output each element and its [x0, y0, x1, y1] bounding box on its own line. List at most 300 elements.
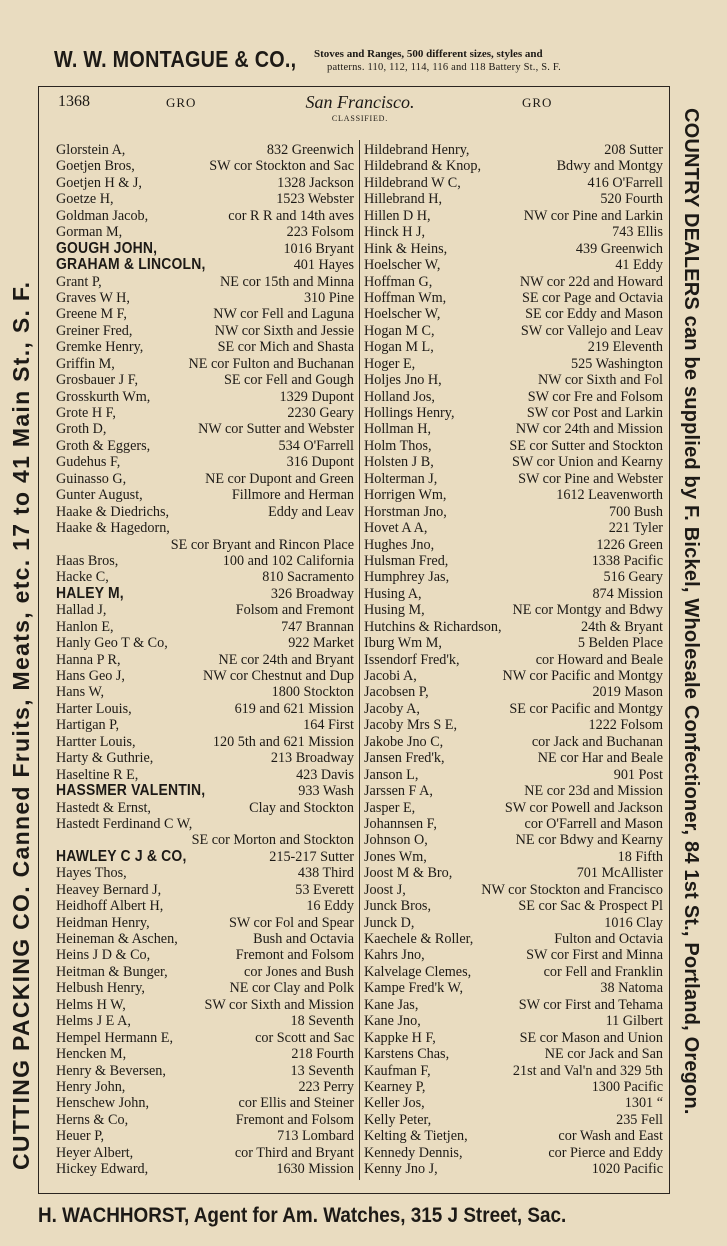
entry-name: Grote H F, — [56, 405, 116, 421]
directory-entry — [364, 1046, 663, 1062]
directory-entry — [364, 1063, 663, 1079]
directory-entry — [56, 257, 354, 273]
directory-entry — [364, 668, 663, 684]
directory-entry — [56, 421, 354, 437]
entry-address: SE cor Page and Octavia — [521, 289, 663, 306]
directory-entry — [364, 1128, 663, 1144]
entry-name: Kenny Jno J, — [364, 1161, 438, 1178]
entry-address: Fremont and Folsom — [235, 1111, 354, 1128]
entry-address: 120 5th and 621 Mission — [212, 733, 354, 750]
directory-entry — [56, 1046, 354, 1062]
entry-name: Henry John, — [56, 1078, 126, 1095]
directory-entry — [364, 586, 663, 602]
entry-address: NE cor Bdwy and Kearny — [515, 832, 663, 849]
entry-address: NW cor Sixth and Fol — [537, 372, 663, 389]
directory-entry — [364, 405, 663, 421]
entry-address: 534 O'Farrell — [278, 437, 354, 454]
entry-address: 1329 Dupont — [279, 388, 354, 405]
directory-entry — [56, 684, 354, 700]
entry-address: NW cor Pacific and Montgy — [502, 668, 663, 684]
entry-name: Kelly Peter, — [364, 1111, 432, 1128]
directory-entry — [364, 898, 663, 914]
entry-address: 1800 Stockton — [271, 684, 354, 701]
entry-name: Hoger E, — [364, 355, 416, 372]
directory-entry — [364, 224, 663, 240]
directory-entry — [56, 816, 354, 832]
directory-entry — [364, 849, 663, 865]
entry-address: SE cor Morton and Stockton — [191, 832, 354, 849]
entry-address: NE cor 15th and Minna — [220, 273, 354, 290]
entry-address: NE cor Fulton and Buchanan — [188, 355, 354, 372]
entry-name: Goetjen H & J, — [56, 174, 142, 191]
entry-name: Holland Jos, — [364, 388, 435, 405]
directory-entry — [56, 1079, 354, 1095]
entry-address: 235 Fell — [616, 1111, 663, 1128]
directory-entry — [56, 175, 354, 191]
directory-entry — [364, 389, 663, 405]
entry-address: Fulton and Octavia — [554, 931, 663, 947]
entry-name: Jacoby A, — [364, 700, 420, 717]
entry-address: 1338 Pacific — [591, 552, 663, 569]
entry-address: NE cor Jack and San — [544, 1046, 663, 1063]
directory-entry — [364, 980, 663, 996]
directory-entry — [56, 750, 354, 766]
directory-entry — [56, 602, 354, 618]
entry-address: SE cor Sac & Prospect Pl — [518, 898, 663, 915]
directory-entry — [364, 947, 663, 963]
directory-entry — [364, 1079, 663, 1095]
entry-address: 1300 Pacific — [591, 1078, 663, 1095]
entry-name: Hans W, — [56, 684, 105, 701]
entry-name: Hulsman Fred, — [364, 552, 449, 569]
entry-address: Clay and Stockton — [249, 799, 354, 816]
section-tag-right: GRO — [522, 95, 553, 110]
directory-entry — [56, 142, 354, 158]
directory-entry — [364, 339, 663, 355]
entry-name: Heavey Bernard J, — [56, 881, 162, 898]
directory-entry — [364, 274, 663, 290]
directory-entry — [56, 191, 354, 207]
directory-entry — [56, 882, 354, 898]
directory-entry — [364, 191, 663, 207]
entry-address: 53 Everett — [295, 881, 354, 898]
entry-address: SE cor Eddy and Mason — [525, 306, 663, 323]
entry-name: Gorman M, — [56, 224, 123, 241]
entry-name: Heidhoff Albert H, — [56, 898, 164, 915]
entry-address: 1328 Jackson — [277, 174, 354, 191]
directory-entry — [364, 438, 663, 454]
entry-address: 1020 Pacific — [591, 1161, 663, 1178]
entry-name: Griffin M, — [56, 355, 115, 372]
entry-name: Hollman H, — [364, 421, 431, 438]
directory-entry — [56, 586, 354, 602]
right-margin-advertisement: COUNTRY DEALERS can be supplied by F. Bickel, Wholesale Confectioner, 84 1st St., Portland, Oregon. — [680, 108, 702, 1115]
directory-entry — [56, 537, 354, 553]
directory-entry — [56, 471, 354, 487]
directory-entry — [56, 454, 354, 470]
entry-address: 310 Pine — [303, 289, 354, 306]
entry-address: 2019 Mason — [592, 684, 663, 701]
directory-entry — [364, 865, 663, 881]
top-advertisement-banner — [52, 42, 672, 82]
entry-name: Holterman J, — [364, 470, 438, 487]
entry-name: Hutchins & Richardson, — [364, 618, 502, 635]
directory-entry — [56, 520, 354, 536]
entry-name: Glorstein A, — [56, 142, 126, 158]
directory-entry — [364, 1030, 663, 1046]
entry-name: Hildebrand W C, — [364, 174, 461, 191]
directory-entry — [56, 389, 354, 405]
directory-entry — [56, 372, 354, 388]
entry-address: 223 Folsom — [286, 224, 354, 241]
entry-address: 922 Market — [288, 635, 354, 652]
entry-address: SW cor Fre and Folsom — [527, 388, 663, 405]
entry-address: 423 Davis — [296, 766, 354, 783]
entry-address: 208 Sutter — [604, 142, 663, 158]
bottom-advertisement-banner: H. WACHHORST, Agent for Am. Watches, 315 J Street, Sac. — [38, 1204, 567, 1227]
entry-name: Hacke C, — [56, 569, 109, 586]
entry-address: cor O'Farrell and Mason — [524, 815, 663, 832]
entry-name: Haseltine R E, — [56, 766, 139, 783]
entry-address: cor Pierce and Eddy — [548, 1144, 663, 1161]
directory-entry — [56, 915, 354, 931]
directory-entry — [364, 619, 663, 635]
entry-name: Jasper E, — [364, 799, 416, 816]
entry-name: Helms H W, — [56, 996, 126, 1013]
entry-address: 713 Lombard — [277, 1128, 354, 1145]
entry-address: 5 Belden Place — [577, 635, 663, 652]
directory-entry — [364, 356, 663, 372]
directory-entry — [56, 339, 354, 355]
entry-address: SE cor Pacific and Montgy — [509, 700, 663, 717]
directory-entry — [364, 504, 663, 520]
entry-address: NE cor Har and Beale — [537, 750, 663, 767]
entry-name: Goetze H, — [56, 191, 114, 208]
directory-entry — [56, 734, 354, 750]
directory-entry — [364, 1145, 663, 1161]
entry-address: 326 Broadway — [270, 585, 354, 602]
entry-address: Fremont and Folsom — [235, 947, 354, 964]
directory-entry — [364, 800, 663, 816]
section-tag-left: GRO — [166, 95, 197, 110]
entry-name: HALEY M, — [56, 584, 124, 602]
entry-address: 41 Eddy — [615, 257, 663, 274]
left-directory-column — [56, 142, 354, 1178]
directory-entry — [364, 915, 663, 931]
directory-entry — [56, 553, 354, 569]
entry-address: 747 Brannan — [281, 618, 354, 635]
directory-entry — [364, 684, 663, 700]
directory-entry — [56, 980, 354, 996]
entry-address: 11 Gilbert — [605, 1013, 663, 1030]
directory-entry — [56, 306, 354, 322]
entry-name: Gudehus F, — [56, 454, 121, 471]
directory-entry — [364, 241, 663, 257]
entry-name: Hink & Heins, — [364, 240, 448, 257]
directory-entry — [364, 553, 663, 569]
entry-name: Hanna P R, — [56, 651, 121, 668]
entry-name: Gunter August, — [56, 487, 143, 504]
entry-address: 743 Ellis — [612, 224, 663, 241]
directory-entry — [56, 323, 354, 339]
entry-address: Fillmore and Herman — [231, 487, 354, 504]
entry-address: NW cor 22d and Howard — [519, 273, 663, 290]
entry-address: 700 Bush — [609, 503, 663, 520]
directory-entry — [364, 635, 663, 651]
directory-entry — [56, 224, 354, 240]
entry-name: Joost J, — [364, 881, 406, 898]
entry-address: 810 Sacramento — [262, 569, 354, 586]
entry-name: Johannsen F, — [364, 815, 437, 832]
directory-entry — [56, 1128, 354, 1144]
directory-entry — [364, 931, 663, 947]
directory-entry — [364, 158, 663, 174]
directory-entry — [364, 767, 663, 783]
entry-name: Karstens Chas, — [364, 1046, 450, 1063]
entry-name: Heins J D & Co, — [56, 947, 151, 964]
entry-name: Holjes Jno H, — [364, 372, 442, 389]
entry-name: Jansen Fred'k, — [364, 750, 445, 767]
directory-entry — [56, 569, 354, 585]
entry-name: Heyer Albert, — [56, 1144, 134, 1161]
entry-name: Junck Bros, — [364, 898, 431, 915]
entry-address: NW cor Chestnut and Dup — [202, 668, 354, 684]
entry-name: Humphrey Jas, — [364, 569, 450, 586]
directory-entry — [56, 356, 354, 372]
entry-name: Guinasso G, — [56, 470, 127, 487]
directory-entry — [56, 208, 354, 224]
entry-name: Heuer P, — [56, 1128, 105, 1145]
entry-address: 219 Eleventh — [587, 339, 663, 356]
entry-address: 13 Seventh — [290, 1062, 354, 1079]
entry-address: Bush and Octavia — [253, 931, 354, 947]
entry-name: Hillebrand H, — [364, 191, 443, 208]
directory-entry — [364, 372, 663, 388]
entry-address: SW cor Powell and Jackson — [504, 799, 663, 816]
entry-address: 164 First — [303, 717, 354, 734]
entry-address: Folsom and Fremont — [235, 602, 354, 619]
directory-entry — [56, 158, 354, 174]
entry-name: Hempel Hermann E, — [56, 1029, 174, 1046]
directory-entry — [364, 323, 663, 339]
directory-entry — [364, 652, 663, 668]
entry-name: Holsten J B, — [364, 454, 434, 471]
entry-address: cor Third and Bryant — [234, 1144, 354, 1161]
directory-entry — [364, 997, 663, 1013]
directory-entry — [364, 487, 663, 503]
entry-name: Kearney P, — [364, 1078, 426, 1095]
entry-name: Hanlon E, — [56, 618, 114, 635]
entry-name: Keller Jos, — [364, 1095, 425, 1112]
entry-address: NW cor Fell and Laguna — [213, 306, 354, 323]
entry-address: Bdwy and Montgy — [556, 158, 663, 175]
entry-name: Grant P, — [56, 273, 102, 290]
entry-address: cor R R and 14th aves — [228, 207, 354, 224]
entry-address: cor Scott and Sac — [255, 1029, 354, 1046]
entry-name: Goldman Jacob, — [56, 207, 149, 224]
directory-entry — [364, 1013, 663, 1029]
directory-entry — [364, 1095, 663, 1111]
entry-name: Iburg Wm M, — [364, 635, 442, 652]
entry-address: SW cor Sixth and Mission — [204, 996, 354, 1013]
entry-address: 38 Natoma — [600, 980, 663, 997]
entry-address: Eddy and Leav — [268, 503, 354, 520]
entry-address: 439 Greenwich — [575, 240, 663, 257]
entry-address: 520 Fourth — [600, 191, 663, 208]
entry-name: Jones Wm, — [364, 848, 427, 865]
directory-entry — [364, 257, 663, 273]
entry-name: Kane Jno, — [364, 1013, 421, 1030]
entry-address: NE cor Clay and Polk — [229, 980, 354, 997]
entry-name: Hickey Edward, — [56, 1161, 149, 1178]
entry-name: Heidman Henry, — [56, 914, 150, 931]
entry-name: Haake & Hagedorn, — [56, 520, 170, 537]
entry-address: 18 Seventh — [290, 1013, 354, 1030]
entry-name: Kelting & Tietjen, — [364, 1128, 468, 1145]
directory-entry — [364, 717, 663, 733]
entry-name: Hovet A A, — [364, 520, 428, 537]
directory-entry — [364, 816, 663, 832]
directory-entry — [364, 142, 663, 158]
entry-address: SE cor Sutter and Stockton — [509, 437, 663, 454]
entry-address: 401 Hayes — [293, 257, 354, 274]
page-subtitle: CLASSIFIED. — [331, 114, 389, 123]
directory-entry — [56, 274, 354, 290]
directory-entry — [364, 290, 663, 306]
entry-name: GRAHAM & LINCOLN, — [56, 256, 206, 274]
entry-name: Kennedy Dennis, — [364, 1144, 463, 1161]
entry-address: SW cor Vallejo and Leav — [520, 322, 663, 339]
page-header — [58, 92, 662, 126]
entry-address: 215-217 Sutter — [269, 848, 354, 865]
entry-name: Junck D, — [364, 914, 415, 931]
entry-name: Johnson O, — [364, 832, 428, 849]
entry-name: Jacobsen P, — [364, 684, 429, 701]
entry-address: 1523 Webster — [276, 191, 354, 208]
entry-name: Joost M & Bro, — [364, 865, 453, 882]
entry-address: NE cor Montgy and Bdwy — [512, 602, 663, 619]
entry-name: Jacoby Mrs S E, — [364, 717, 458, 734]
directory-entry — [364, 520, 663, 536]
directory-entry — [56, 290, 354, 306]
entry-name: Hollings Henry, — [364, 405, 455, 421]
entry-address: 701 McAllister — [576, 865, 663, 882]
entry-name: Horrigen Wm, — [364, 487, 447, 504]
montague-ad-line-1: Stoves and Ranges, 500 different sizes, styles and — [314, 48, 543, 60]
directory-entry — [364, 734, 663, 750]
entry-name: Greiner Fred, — [56, 322, 133, 339]
entry-name: Jarssen F A, — [364, 783, 433, 800]
entry-address: 832 Greenwich — [266, 142, 354, 158]
directory-entry — [364, 783, 663, 799]
entry-name: Hildebrand Henry, — [364, 142, 470, 158]
directory-entry — [56, 652, 354, 668]
entry-address: cor Wash and East — [558, 1128, 663, 1145]
entry-address: SW cor Post and Larkin — [526, 405, 663, 421]
entry-name: Kampe Fred'k W, — [364, 980, 464, 997]
directory-entry — [56, 619, 354, 635]
entry-address: 16 Eddy — [306, 898, 354, 915]
entry-address: 1630 Mission — [276, 1161, 354, 1178]
entry-name: Heitman & Bunger, — [56, 963, 168, 980]
entry-name: Graves W H, — [56, 289, 130, 306]
entry-address: NE cor Dupont and Green — [205, 470, 354, 487]
entry-address: SW cor Fol and Spear — [228, 914, 354, 931]
entry-name: Haake & Diedrichs, — [56, 503, 170, 520]
entry-address: NE cor 24th and Bryant — [218, 651, 354, 668]
directory-entry — [364, 1112, 663, 1128]
directory-entry — [56, 668, 354, 684]
directory-entry — [56, 849, 354, 865]
entry-name: Hartigan P, — [56, 717, 120, 734]
entry-address: NW cor 24th and Mission — [515, 421, 663, 438]
entry-address: NW cor Sutter and Webster — [198, 421, 354, 438]
entry-name: Grosskurth Wm, — [56, 388, 151, 405]
directory-entry — [56, 1112, 354, 1128]
entry-address: 438 Third — [297, 865, 354, 882]
directory-entry — [56, 1145, 354, 1161]
directory-entry — [56, 865, 354, 881]
entry-name: Hans Geo J, — [56, 668, 125, 684]
entry-address: 221 Tyler — [608, 520, 663, 537]
entry-address: 874 Mission — [592, 585, 663, 602]
entry-address: 525 Washington — [571, 355, 663, 372]
directory-entry — [364, 964, 663, 980]
entry-address: 1016 Bryant — [283, 240, 354, 257]
entry-address: cor Jones and Bush — [244, 963, 354, 980]
entry-name: Groth D, — [56, 421, 107, 438]
directory-entry — [364, 832, 663, 848]
entry-address: SW cor Union and Kearny — [511, 454, 663, 471]
page-number: 1368 — [58, 93, 90, 110]
entry-name: Hastedt & Ernst, — [56, 799, 151, 816]
directory-entry — [56, 438, 354, 454]
entry-name: Hoffman Wm, — [364, 289, 447, 306]
entry-name: Gremke Henry, — [56, 339, 144, 356]
entry-name: Greene M F, — [56, 306, 127, 323]
directory-entry — [364, 537, 663, 553]
entry-address: 100 and 102 California — [222, 552, 354, 569]
directory-entry — [364, 454, 663, 470]
directory-entry — [364, 701, 663, 717]
entry-name: Kappke H F, — [364, 1029, 436, 1046]
entry-name: Hencken M, — [56, 1046, 127, 1063]
entry-address: SW cor Pine and Webster — [518, 470, 663, 487]
directory-entry — [56, 1095, 354, 1111]
entry-address: 21st and Val'n and 329 5th — [512, 1062, 663, 1079]
entry-address: 218 Fourth — [291, 1046, 354, 1063]
entry-name: Kaechele & Roller, — [364, 931, 474, 947]
directory-entry — [56, 1063, 354, 1079]
directory-entry — [364, 471, 663, 487]
entry-name: Hogan M C, — [364, 322, 435, 339]
directory-entry — [56, 1030, 354, 1046]
entry-address: SE cor Fell and Gough — [223, 372, 354, 389]
entry-address: NE cor 23d and Mission — [524, 783, 663, 800]
entry-name: Grosbauer J F, — [56, 372, 139, 389]
entry-name: Jakobe Jno C, — [364, 733, 444, 750]
directory-entry — [364, 208, 663, 224]
entry-name: Hayes Thos, — [56, 865, 127, 882]
directory-entry — [364, 750, 663, 766]
directory-entry — [364, 569, 663, 585]
entry-name: Helbush Henry, — [56, 980, 145, 997]
entry-address: 933 Wash — [298, 783, 354, 800]
entry-name: Groth & Eggers, — [56, 437, 151, 454]
entry-name: Hinck H J, — [364, 224, 426, 241]
right-directory-column — [364, 142, 663, 1178]
directory-entry — [56, 931, 354, 947]
